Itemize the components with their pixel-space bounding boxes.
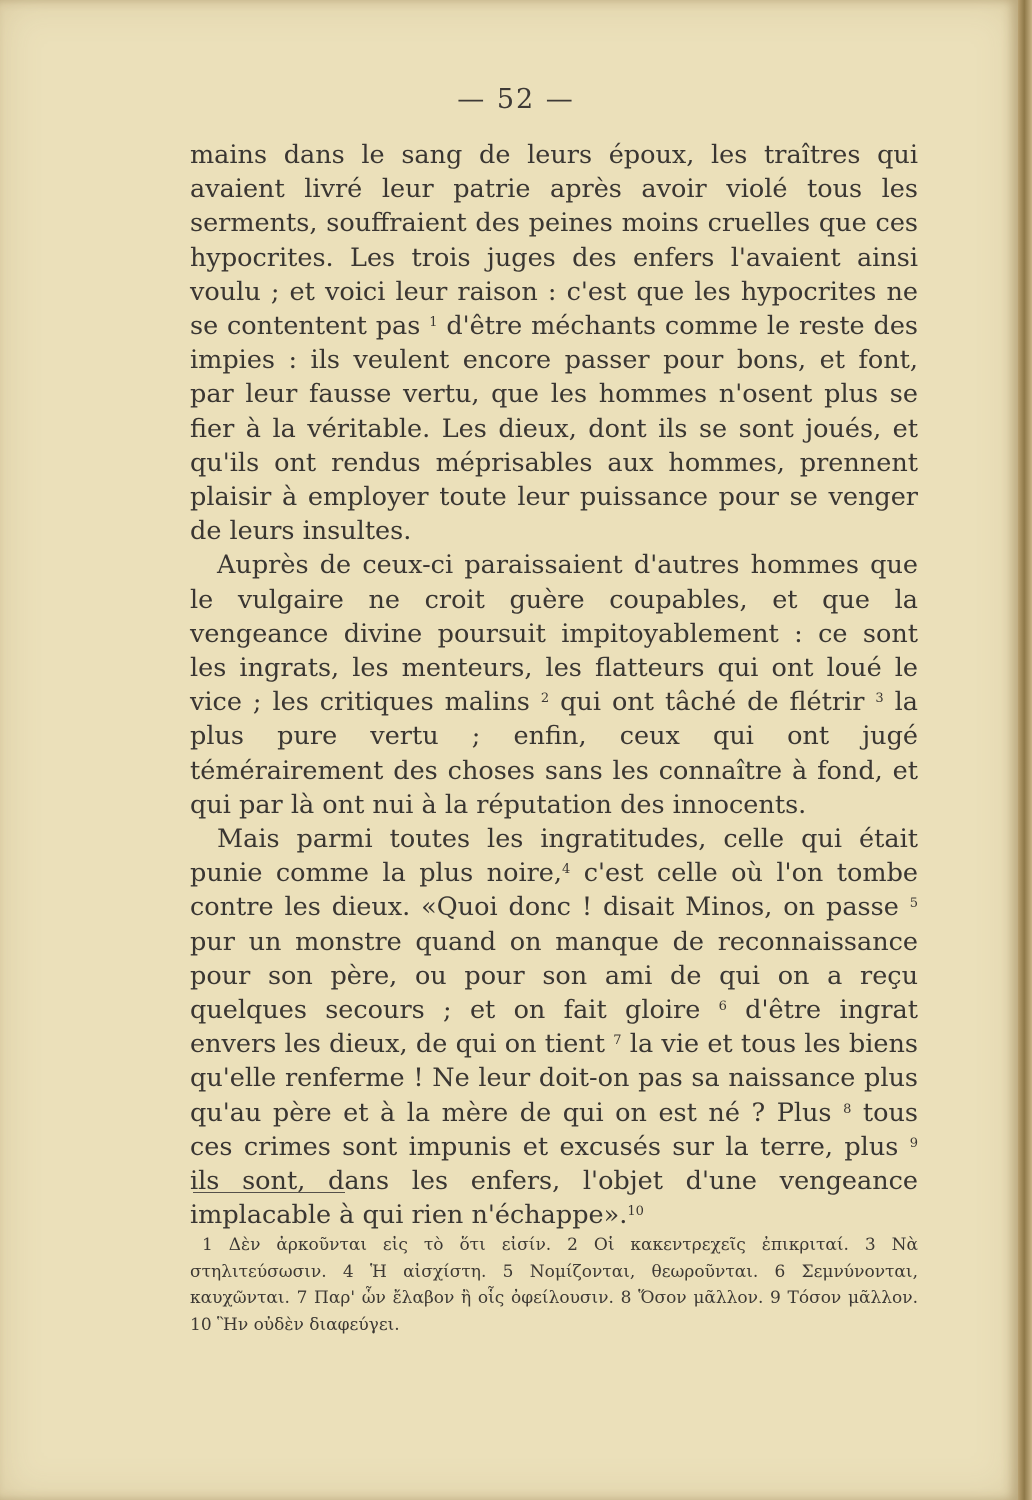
text-run: mains dans le sang de leurs époux, les traîtres qui avaient livré leur patrie après avoir violé tous les serments, souffraient des peines moins cruelles que ces hypocrites. Les trois juges des enfers l'avaient ainsi voulu ; et voici leur raison : c'est que les hypocrites ne se contentent pas: [190, 140, 918, 342]
text-run: la vie et tous les biens qu'elle renferme ! Ne leur doit-on pas sa naissance plus qu'au père et à la mère de qui on est né ? Plus: [190, 1029, 918, 1128]
paragraph-3: [190, 822, 918, 1232]
footnote-ref: 3: [875, 691, 884, 707]
text-run: d'être méchants comme le reste des impies : ils veulent encore passer pour bons, et font, par leur fausse vertu, que les hommes n'osent plus se fier à la véritable. Les dieux, dont ils se sont joués, et qu'ils ont rendus méprisables aux hommes, prennent plaisir à employer toute leur puissance pour se venger de leurs insultes.: [190, 311, 919, 547]
text-run: ils sont, dans les enfers, l'objet d'une vengeance implacable à qui rien n'échappe».: [190, 1166, 918, 1231]
footnote-ref: 10: [627, 1204, 644, 1220]
footnote-ref: 6: [718, 999, 727, 1015]
footnote-ref: 5: [909, 896, 918, 912]
page-number-header: — 52 —: [457, 84, 575, 115]
text-run: c'est celle où l'on tombe contre les dieux. «Quoi donc ! disait Minos, on passe: [190, 858, 918, 923]
footnote-ref: 2: [540, 691, 550, 707]
footnote-separator: [193, 1192, 345, 1193]
text-run: tous ces crimes sont impunis et excusés sur la terre, plus: [190, 1097, 918, 1162]
text-run: pur un monstre quand on manque de reconnaissance pour son père, ou pour son ami de qui on a reçu quelques secours ; et on fait gloire: [190, 926, 918, 1026]
paragraph-2: [190, 548, 918, 822]
page-edge: [1018, 0, 1032, 1500]
footnote-ref: 7: [613, 1033, 622, 1049]
text-run: d'être ingrat envers les dieux, de qui on tient: [190, 995, 918, 1060]
footnote-ref: 9: [909, 1135, 918, 1151]
footnote-ref: 8: [843, 1101, 852, 1117]
footnotes: 1 Δὲν ἀρκοῦνται εἰς τὸ ὅτι εἰσίν. 2 Οἱ κακεντρεχεῖς ἐπικριταί. 3 Νὰ στηλιτεύσωσιν. 4 Ἡ αἰσχίστη. 5 Νομίζονται, θεωροῦνται. 6 Σεμνύνονται, καυχῶνται. 7 Παρ' ὧν ἔλαβον ἢ οἷς ὀφείλουσιν. 8 Ὅσον μᾶλλον. 9 Τόσον μᾶλλον. 10 Ἣν οὐδὲν διαφεύγει.: [190, 1235, 918, 1335]
footnote-ref: 1: [429, 315, 438, 331]
paragraph-1: [190, 138, 918, 548]
body-text: [190, 138, 918, 1233]
text-run: la plus pure vertu ; enfin, ceux qui ont jugé témérairement des choses sans les connaître à fond, et qui par là ont nui à la réputation des innocents.: [190, 687, 918, 820]
text-run: Auprès de ceux-ci paraissaient d'autres hommes que le vulgaire ne croit guère coupables, et que la vengeance divine poursuit impitoyablement : ce sont les ingrats, les menteurs, les flatteurs qui ont loué le vice ; les critiques malins: [190, 550, 918, 718]
text-run: Mais parmi toutes les ingratitudes, celle qui était punie comme la plus noire,: [190, 824, 918, 889]
text-run: qui ont tâché de flétrir: [549, 687, 876, 718]
footnote-ref: 4: [562, 862, 571, 878]
